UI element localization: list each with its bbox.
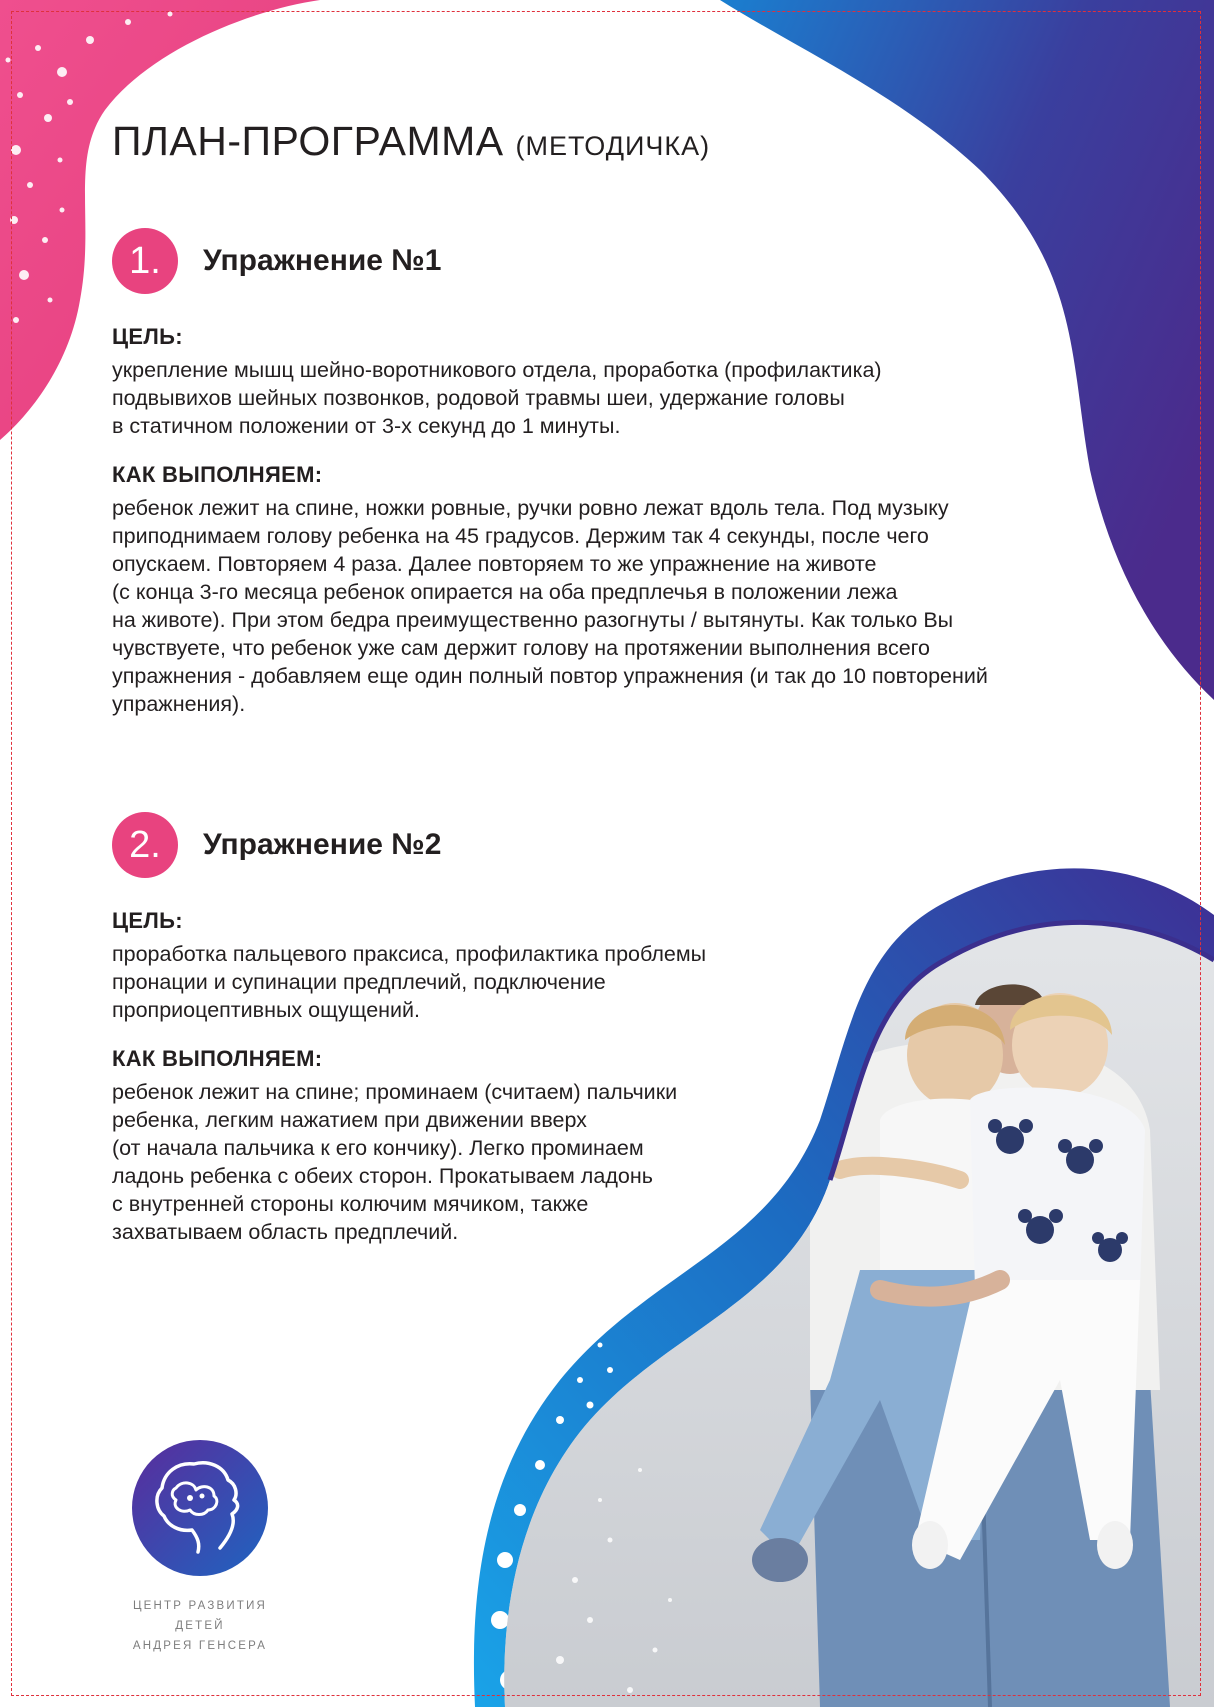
center-logo-line-2: АНДРЕЯ ГЕНСЕРА bbox=[132, 1640, 268, 1652]
exercise-2-title: Упражнение №2 bbox=[203, 828, 442, 861]
exercise-1 bbox=[112, 228, 1112, 718]
exercise-1-goal-label: ЦЕЛЬ: bbox=[112, 324, 183, 349]
exercise-1-goal-text: укрепление мышц шейно-воротникового отдела, проработка (профилактика) подвывихов шейных позвонков, родовой травмы шеи, удержание головы в статичном положении от 3-х секунд до 1 минуты. bbox=[112, 358, 882, 438]
exercise-1-header bbox=[112, 228, 1112, 294]
exercise-2-number-badge: 2. bbox=[112, 812, 178, 878]
exercise-2-how-text: ребенок лежит на спине; проминаем (считаем) пальчики ребенка, легким нажатием при движении вверх (от начала пальчика к его кончику). Легко проминаем ладонь ребенка с обеих сторон. Прокатываем ладонь с внутренней стороны колючим мячиком, также захватываем область предплечий. bbox=[112, 1080, 678, 1244]
page-title-subtitle: (МЕТОДИЧКА) bbox=[515, 131, 711, 161]
center-logo-line-1: ЦЕНТР РАЗВИТИЯ ДЕТЕЙ bbox=[132, 1600, 268, 1632]
page-title bbox=[112, 118, 710, 165]
exercise-2-goal-text: проработка пальцевого праксиса, профилактика проблемы пронации и супинации предплечий, подключение проприоцептивных ощущений. bbox=[112, 942, 707, 1022]
exercise-2-how-label: КАК ВЫПОЛНЯЕМ: bbox=[112, 1046, 323, 1071]
center-logo-text bbox=[110, 1596, 290, 1656]
exercise-1-title: Упражнение №1 bbox=[203, 244, 442, 277]
brain-head-logo-icon bbox=[132, 1440, 268, 1576]
exercise-2-goal-label: ЦЕЛЬ: bbox=[112, 908, 183, 933]
exercise-1-how-label: КАК ВЫПОЛНЯЕМ: bbox=[112, 462, 323, 487]
exercise-1-how-text: ребенок лежит на спине, ножки ровные, ручки ровно лежат вдоль тела. Под музыку приподнимаем голову ребенка на 45 градусов. Держим так 4 секунды, после чего опускаем. Повторяем 4 раза. Далее повторяем то же упражнение на животе (с конца 3-го месяца ребенок опирается на оба предплечья в положении лежа на животе). При этом бедра преимущественно разогнуты / вытянуты. Как только Вы чувствуете, что ребенок уже сам держит голову на протяжении выполнения всего упражнения - добавляем еще один полный повтор упражнения (и так до 10 повторений упражнения). bbox=[112, 496, 988, 716]
page-title-main: ПЛАН-ПРОГРАММА bbox=[112, 118, 504, 164]
exercise-1-number-badge: 1. bbox=[112, 228, 178, 294]
exercise-2 bbox=[112, 812, 1112, 1246]
exercise-2-header bbox=[112, 812, 1112, 878]
